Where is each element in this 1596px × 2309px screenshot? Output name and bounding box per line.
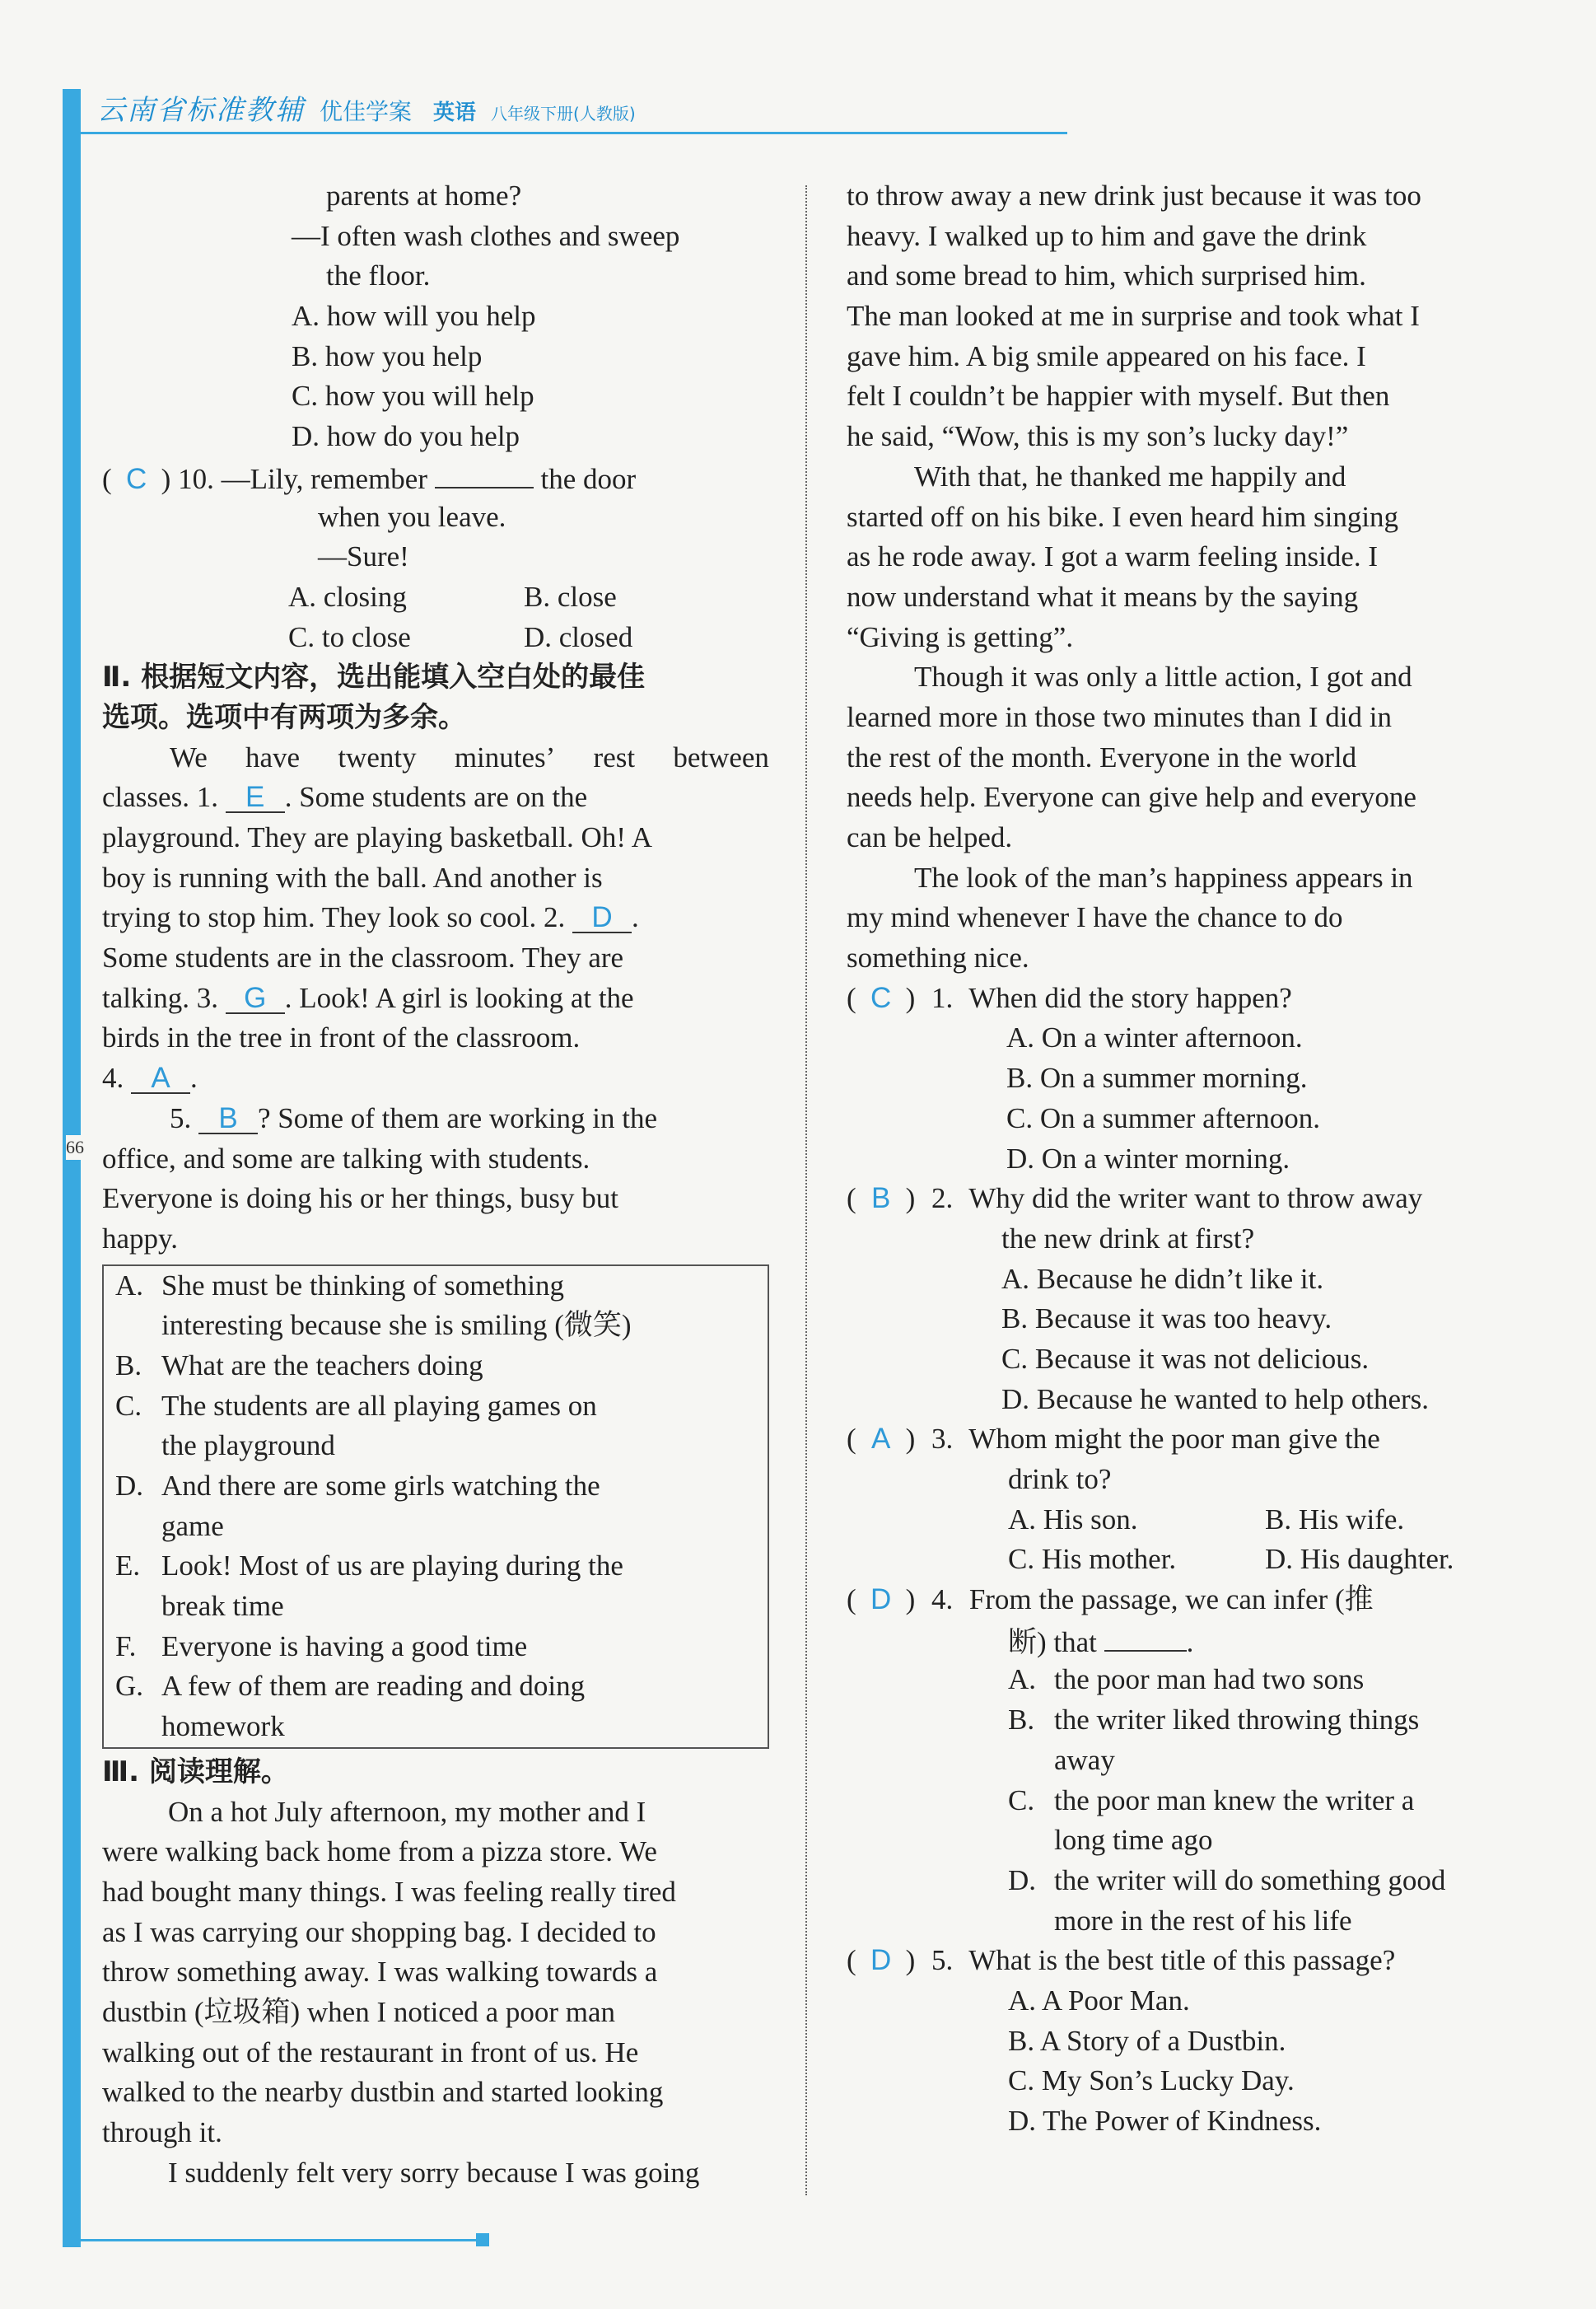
s3-q2-number: 2.: [931, 1182, 954, 1215]
s3-right-line: can be helped.: [847, 821, 1013, 853]
s2-blank-4: A: [131, 1063, 190, 1094]
s3-q3-option-d: D. His daughter.: [1265, 1543, 1454, 1576]
s2-text: ? Some of them are working in the: [258, 1101, 658, 1134]
option-text: Look! Most of us are playing during the: [161, 1549, 623, 1582]
box-option-b: [115, 1346, 756, 1386]
s2-para-line: playground. They are playing basketball. Oh! A: [102, 821, 653, 853]
s3-q2-option-b: B. Because it was too heavy.: [1001, 1302, 1332, 1335]
s3-q2-text: Why did the writer want to throw away: [968, 1182, 1423, 1215]
section2-heading: 选项。选项中有两项为多余。: [102, 700, 466, 734]
s3-q4-text: From the passage, we can infer (推: [968, 1583, 1374, 1616]
option-text: What are the teachers doing: [161, 1348, 483, 1381]
q10-options-row: [102, 577, 769, 618]
s3-q5-option-a: A. A Poor Man.: [1008, 1984, 1190, 2017]
s3-q4-stem: ( D ) 4. From the passage, we can infer (推: [847, 1580, 1514, 1620]
q10-option-c: C. to close: [288, 620, 411, 653]
s3-q4-answer: D: [870, 1583, 892, 1616]
option-text: The students are all playing games on: [161, 1389, 597, 1422]
s3-q3-option-a: A. His son.: [1008, 1503, 1138, 1535]
s3-q1-text: When did the story happen?: [968, 981, 1292, 1014]
footer-marker: [476, 2233, 489, 2246]
option-key: B.: [1008, 1704, 1035, 1736]
s3-q1-option-a: A. On a winter afternoon.: [1006, 1021, 1303, 1054]
option-text: long time ago: [1054, 1824, 1213, 1857]
q10-blank: [435, 457, 534, 488]
q9-line: the floor.: [326, 259, 431, 292]
s3-q1-number: 1.: [931, 981, 954, 1014]
s3-q5-option-c: C. My Son’s Lucky Day.: [1008, 2064, 1295, 2097]
s3-q3-stem: ( A ) 3. Whom might the poor man give the: [847, 1419, 1514, 1460]
s3-right-line: to throw away a new drink just because it was too: [847, 180, 1421, 212]
q10-stem: ( C ) 10. —Lily, remember the door: [102, 457, 769, 498]
s3-right-line: the rest of the month. Everyone in the world: [847, 741, 1357, 774]
s3-q4-blank: [1104, 1620, 1187, 1652]
option-key: A.: [115, 1269, 144, 1302]
header-series: 优佳学案: [320, 98, 413, 125]
box-option-c: [115, 1386, 756, 1466]
s3-right-line: as he rode away. I got a warm feeling inside. I: [847, 540, 1378, 573]
s2-text: . Some students are on the: [284, 781, 588, 814]
option-text: the poor man had two sons: [1054, 1663, 1365, 1696]
s3-q3-option-c: C. His mother.: [1008, 1543, 1177, 1576]
box-option-e: [115, 1546, 756, 1626]
s3-q2-stem: ( B ) 2. Why did the writer want to throw away: [847, 1179, 1514, 1219]
option-text: A few of them are reading and doing: [161, 1670, 586, 1703]
s3-right-line: now understand what it means by the saying: [847, 580, 1359, 613]
s2-blank-2: D: [572, 902, 632, 933]
s2-text: . Look! A girl is looking at the: [284, 981, 634, 1014]
left-column: [102, 176, 769, 2193]
s3-left-line: On a hot July afternoon, my mother and I: [168, 1795, 646, 1828]
s2-para-line: [102, 979, 769, 1019]
s2-para-line: Everyone is doing his or her things, busy but: [102, 1182, 619, 1215]
s3-left-line: I suddenly felt very sorry because I was going: [168, 2156, 700, 2189]
s3-right-line: and some bread to him, which surprised him.: [847, 259, 1366, 292]
s3-q4-option-d: [847, 1861, 1514, 1941]
q9-option-a: A. how will you help: [292, 300, 536, 333]
s2-para-line: happy.: [102, 1222, 179, 1255]
s3-q5-number: 5.: [931, 1944, 954, 1977]
s2-text: classes. 1.: [102, 781, 218, 814]
page-number: 66: [66, 1135, 84, 1160]
option-text: Everyone is having a good time: [161, 1629, 528, 1662]
s3-q5-option-d: D. The Power of Kindness.: [1008, 2105, 1322, 2138]
box-option-f: [115, 1627, 756, 1667]
q9-reply: —I often wash clothes and sweep: [292, 219, 680, 252]
s3-left-line: through it.: [102, 2116, 222, 2149]
s3-left-line: throw something away. I was walking towards a: [102, 1956, 658, 1989]
s3-q4-number: 4.: [931, 1583, 954, 1616]
option-text: interesting because she is smiling (微笑): [161, 1309, 632, 1342]
s3-right-line: he said, “Wow, this is my son’s lucky day!”: [847, 420, 1349, 453]
option-text: game: [161, 1509, 224, 1542]
q9-option-d: D. how do you help: [292, 420, 520, 453]
s3-q1-option-b: B. On a summer morning.: [1006, 1062, 1308, 1095]
s2-text: trying to stop him. They look so cool. 2.: [102, 901, 566, 934]
s3-left-line: as I was carrying our shopping bag. I decided to: [102, 1915, 656, 1948]
q9-line: parents at home?: [326, 180, 522, 212]
q10-stem-cont: when you leave.: [318, 500, 506, 533]
q10-stem-text: —Lily, remember: [221, 462, 427, 495]
s2-para-line: office, and some are talking with students.: [102, 1142, 590, 1175]
s3-right-line: learned more in those two minutes than I did in: [847, 700, 1392, 733]
s3-right-line: needs help. Everyone can give help and everyone: [847, 781, 1416, 814]
q9-option-b: B. how you help: [292, 339, 483, 372]
s2-blank-3: G: [226, 983, 285, 1014]
s2-para-line: 4. A .: [102, 1062, 198, 1095]
s3-left-line: walked to the nearby dustbin and started looking: [102, 2076, 664, 2109]
s3-right-line: started off on his bike. I even heard him singing: [847, 500, 1399, 533]
s3-q4-option-a: [847, 1660, 1514, 1700]
s3-left-line: walking out of the restaurant in front of us. He: [102, 2036, 639, 2068]
q10-answer: C: [126, 462, 147, 495]
q10-option-d: D. closed: [524, 620, 633, 653]
option-key: G.: [115, 1670, 144, 1703]
s3-q3-option-b: B. His wife.: [1265, 1503, 1405, 1535]
s2-text: talking. 3.: [102, 981, 218, 1014]
s2-text: 5.: [170, 1101, 192, 1134]
s3-q1-stem: ( C ) 1. When did the story happen?: [847, 979, 1514, 1019]
section3-heading: Ⅲ. 阅读理解。: [102, 1755, 289, 1788]
option-text: homework: [161, 1710, 285, 1743]
s3-q3-text: Whom might the poor man give the: [968, 1423, 1380, 1456]
page-header: [97, 87, 636, 127]
footer-rule: [63, 2239, 483, 2241]
s3-q1-answer: C: [870, 981, 892, 1014]
s3-right-line: my mind whenever I have the chance to do: [847, 901, 1343, 934]
s3-right-line: The man looked at me in surprise and took what I: [847, 300, 1420, 333]
option-text: more in the rest of his life: [1054, 1904, 1352, 1937]
option-key: F.: [115, 1629, 137, 1662]
word: twenty: [338, 741, 417, 774]
word: rest: [593, 741, 636, 774]
option-text: the playground: [161, 1429, 335, 1462]
s3-q4-option-c: [847, 1781, 1514, 1861]
q9-line: [102, 217, 769, 257]
option-key: D.: [1008, 1863, 1037, 1896]
s2-text: 4.: [102, 1062, 124, 1095]
s3-q5-answer: D: [870, 1944, 892, 1977]
header-rule: [63, 132, 1067, 134]
right-column: [847, 176, 1514, 2142]
word: between: [673, 741, 769, 774]
s3-q1-option-d: D. On a winter morning.: [1006, 1142, 1290, 1175]
header-title: 云南省标准教辅: [97, 94, 305, 127]
s3-right-line: With that, he thanked me happily and: [914, 460, 1346, 493]
option-key: D.: [115, 1470, 144, 1503]
option-key: A.: [1008, 1663, 1037, 1696]
s3-q2-option-d: D. Because he wanted to help others.: [1001, 1382, 1430, 1415]
s3-left-line: had bought many things. I was feeling really tired: [102, 1875, 676, 1908]
s2-para-line: [102, 778, 769, 818]
s3-q1-option-c: C. On a summer afternoon.: [1006, 1101, 1321, 1134]
s3-q2-option-a: A. Because he didn’t like it.: [1001, 1262, 1324, 1295]
option-text: break time: [161, 1590, 284, 1623]
options-box: [102, 1264, 769, 1749]
q10-number: 10.: [178, 462, 214, 495]
option-text: And there are some girls watching the: [161, 1470, 600, 1503]
left-accent-bar: [63, 89, 81, 2247]
s3-q2-stem-cont: the new drink at first?: [1001, 1222, 1255, 1255]
section2-heading: Ⅱ. 根据短文内容，选出能填入空白处的最佳: [102, 661, 646, 694]
s3-q5-stem: ( D ) 5. What is the best title of this passage?: [847, 1941, 1514, 1981]
option-key: C.: [1008, 1783, 1035, 1816]
s3-q3-options-row: [847, 1500, 1514, 1540]
option-text: away: [1054, 1743, 1115, 1776]
option-text: the poor man knew the writer a: [1054, 1783, 1415, 1816]
s3-right-line: Though it was only a little action, I got and: [914, 661, 1412, 694]
s2-para-line: [102, 738, 769, 778]
s3-q5-text: What is the best title of this passage?: [968, 1944, 1396, 1977]
s3-q4-stem-cont: 断) that .: [847, 1620, 1514, 1661]
s3-right-line: something nice.: [847, 942, 1029, 975]
q10-stem-text: the door: [540, 462, 637, 495]
option-text: She must be thinking of something: [161, 1269, 565, 1302]
q10-option-b: B. close: [524, 580, 617, 613]
s2-para-line: trying to stop him. They look so cool. 2. D .: [102, 901, 639, 934]
s3-q3-answer: A: [870, 1423, 891, 1456]
s3-q4-option-b: [847, 1700, 1514, 1780]
column-divider: [805, 185, 807, 2195]
header-grade: 八年级下册(人教版): [491, 104, 636, 124]
s3-left-line: were walking back home from a pizza store. We: [102, 1835, 657, 1868]
s3-right-line: “Giving is getting”.: [847, 620, 1074, 653]
s3-q3-stem-cont: drink to?: [1008, 1463, 1112, 1495]
word: have: [245, 741, 301, 774]
q10-options-row: [102, 618, 769, 658]
s3-q3-number: 3.: [931, 1423, 954, 1456]
s2-para-line: birds in the tree in front of the classroom.: [102, 1021, 581, 1054]
option-key: E.: [115, 1549, 141, 1582]
word: We: [170, 741, 208, 774]
s2-para-line: [102, 1099, 769, 1139]
s2-para-line: Some students are in the classroom. They are: [102, 942, 624, 975]
option-key: C.: [115, 1389, 142, 1422]
box-option-a: [115, 1266, 756, 1346]
box-option-g: [115, 1666, 756, 1746]
word: minutes’: [454, 741, 556, 774]
s3-left-line: dustbin (垃圾箱) when I noticed a poor man: [102, 1995, 616, 2028]
q9-option-c: C. how you will help: [292, 380, 534, 413]
s3-right-line: The look of the man’s happiness appears in: [914, 861, 1413, 894]
s3-q2-answer: B: [870, 1182, 891, 1215]
q10-option-a: A. closing: [288, 580, 407, 613]
s2-blank-1: E: [226, 782, 285, 813]
q10-reply: —Sure!: [318, 540, 409, 573]
s3-right-line: gave him. A big smile appeared on his face. I: [847, 339, 1366, 372]
s3-right-line: felt I couldn’t be happier with myself. But then: [847, 380, 1390, 413]
option-text: the writer liked throwing things: [1054, 1704, 1420, 1736]
option-key: B.: [115, 1348, 142, 1381]
option-text: the writer will do something good: [1054, 1863, 1446, 1896]
s3-q3-options-row: [847, 1540, 1514, 1580]
s2-blank-5: B: [198, 1103, 258, 1134]
box-option-d: [115, 1466, 756, 1546]
s3-right-line: heavy. I walked up to him and gave the drink: [847, 219, 1367, 252]
s3-q4-text: 断) that: [1008, 1625, 1097, 1658]
header-subject: 英语: [433, 100, 477, 125]
s3-q2-option-c: C. Because it was not delicious.: [1001, 1342, 1370, 1375]
s3-q5-option-b: B. A Story of a Dustbin.: [1008, 2024, 1286, 2057]
s2-para-line: boy is running with the ball. And another is: [102, 861, 603, 894]
